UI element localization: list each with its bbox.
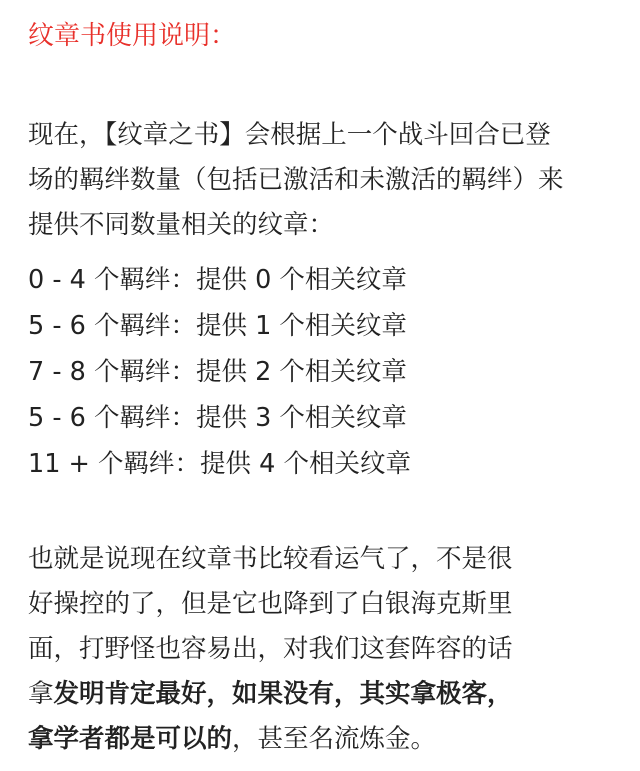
summary-paragraph — [28, 537, 628, 762]
tier-item: 0 - 4 个羁绊：提供 0 个相关纹章 — [28, 265, 407, 295]
tier-item: 5 - 6 个羁绊：提供 1 个相关纹章 — [28, 311, 407, 341]
summary-text: ，甚至名流炼金。 — [232, 724, 437, 754]
summary-line: 好操控的了，但是它也降到了白银海克斯里 — [28, 589, 513, 619]
summary-line: 也就是说现在纹章书比较看运气了，不是很 — [28, 544, 513, 574]
summary-line: 面，打野怪也容易出，对我们这套阵容的话 — [28, 634, 513, 664]
page-title: 纹章书使用说明： — [28, 21, 237, 51]
intro-line: 场的羁绊数量（包括已激活和未激活的羁绊）来 — [28, 165, 564, 195]
summary-text: 拿 — [28, 679, 54, 709]
intro-paragraph — [28, 113, 628, 248]
summary-bold-text: 拿学者都是可以的 — [28, 724, 233, 754]
tier-item: 7 - 8 个羁绊：提供 2 个相关纹章 — [28, 357, 407, 387]
summary-line — [28, 672, 628, 717]
tier-item: 5 - 6 个羁绊：提供 3 个相关纹章 — [28, 403, 407, 433]
summary-line — [28, 717, 628, 762]
tier-list — [28, 258, 628, 488]
summary-bold-text: 发明肯定最好，如果没有，其实拿极客， — [53, 679, 513, 709]
tier-item: 11 + 个羁绊：提供 4 个相关纹章 — [28, 449, 411, 479]
intro-line: 提供不同数量相关的纹章： — [28, 210, 335, 240]
intro-line: 现在，【纹章之书】会根据上一个战斗回合已登 — [28, 120, 551, 150]
